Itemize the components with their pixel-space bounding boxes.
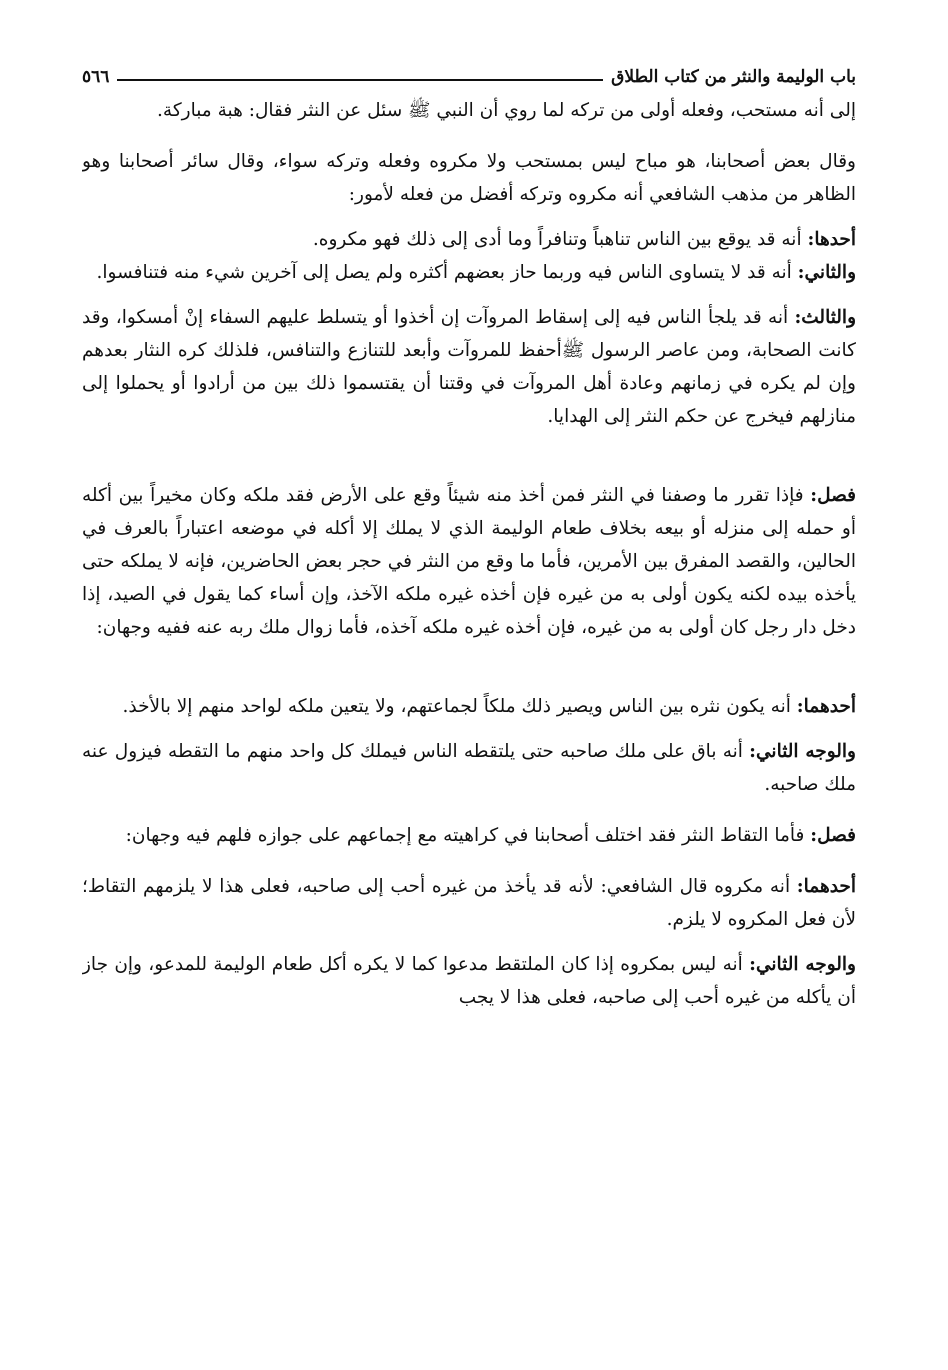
paragraph-7 <box>82 690 856 723</box>
paragraph-1 <box>82 94 856 127</box>
paragraph-text: أنه قد يلجأ الناس فيه إلى إسقاط المروآت إن أخذوا أو يتسلط عليهم السفاء إنْ أمسكوا، وقد كانت الصحابة، ومن عاصر الرسول ﷺأحفظ للمروآت وأبعد للتنازع والتنافس، فلذلك كره النثار بعدهم وإن لم يكره في زمانهم وعادة أهل المروآت في وقتنا أن يقتسموا ذلك بين من أرادوا أو يحملوا إلى منازلهم فيخرج عن حكم النثر إلى الهدايا. <box>82 307 856 427</box>
paragraph-text: أنه ليس بمكروه إذا كان الملتقط مدعوا كما لا يكره أكل طعام الوليمة للمدعو، وإن جاز أن يأكله من غيره أحب إلى صاحبه، فعلى هذا لا يجب <box>82 954 856 1008</box>
paragraph-text: أنه يكون نثره بين الناس ويصير ذلك ملكاً لجماعتهم، ولا يتعين ملكه لواحد منهم إلا بالأخذ. <box>122 696 797 717</box>
paragraph-text: فإذا تقرر ما وصفنا في النثر فمن أخذ منه شيئاً وقع على الأرض فقد ملكه وكان مخيراً بين أكله أو حمله إلى منزله أو بيعه بخلاف طعام الوليمة الذي لا يملك إلا أكله في موضعه اعتباراً بالعرف في الحالين، والقصد المفرق بين الأمرين، فأما ما وقع من النثر في حجر بعض الحاضرين، فإنه لا يملكه حتى يأخذه بيده لكنه يكون أولى به من غيره فإن أخذه غيره ملكه الآخذ، وإن أساء كما يقول في الصيد، إذا دخل دار رجل كان أولى به من غيره، فإن أخذه غيره ملكه آخذه، فأما زوال ملك ربه عنه ففيه وجهان: <box>82 485 856 638</box>
paragraph-lead: أحدها: <box>807 229 856 250</box>
paragraph-text: أنه مكروه قال الشافعي: لأنه قد يأخذ من غيره أحب إلى صاحبه، فعلى هذا لا يلزمهم التقاط؛ لأن فعل المكروه لا يلزم. <box>82 876 856 930</box>
paragraph-text: إلى أنه مستحب، وفعله أولى من تركه لما روي أن النبي ﷺ سئل عن النثر فقال: هبة مباركة. <box>157 100 856 121</box>
page-number: ٥٦٦ <box>82 67 110 87</box>
paragraph-4 <box>82 256 856 289</box>
paragraph-text: وقال بعض أصحابنا، هو مباح ليس بمستحب ولا مكروه وفعله وتركه سواء، وقال سائر أصحابنا وهو الظاهر من مذهب الشافعي أنه مكروه وتركه أفضل من فعله لأمور: <box>82 151 856 205</box>
paragraph-6 <box>82 479 856 644</box>
paragraph-2 <box>82 145 856 211</box>
paragraph-text: فأما التقاط النثر فقد اختلف أصحابنا في كراهيته مع إجماعهم على جوازه فلهم فيه وجهان: <box>125 825 811 846</box>
body-text <box>82 94 856 1014</box>
paragraph-11 <box>82 948 856 1014</box>
paragraph-text: أنه قد يوقع بين الناس تناهباً وتنافراً وما أدى إلى ذلك فهو مكروه. <box>312 229 808 250</box>
chapter-title: باب الوليمة والنثر من كتاب الطلاق <box>611 67 856 87</box>
paragraph-text: أنه قد لا يتساوى الناس فيه وربما حاز بعضهم أكثره ولم يصل إلى آخرين شيء منه فتنافسوا. <box>96 262 798 283</box>
paragraph-lead: أحدهما: <box>796 876 856 897</box>
paragraph-3 <box>82 223 856 256</box>
paragraph-10 <box>82 870 856 936</box>
paragraph-lead: والثاني: <box>797 262 856 283</box>
paragraph-lead: فصل: <box>810 825 856 846</box>
paragraph-8 <box>82 735 856 801</box>
paragraph-text: أنه باق على ملك صاحبه حتى يلتقطه الناس فيملك كل واحد منهم ما التقطه فيزول عنه ملك صاحبه. <box>82 741 856 795</box>
paragraph-lead: والوجه الثاني: <box>749 741 856 762</box>
header-rule <box>117 79 603 81</box>
paragraph-5 <box>82 301 856 433</box>
paragraph-lead: والوجه الثاني: <box>749 954 856 975</box>
paragraph-9 <box>82 819 856 852</box>
book-page <box>82 60 856 1300</box>
paragraph-lead: فصل: <box>810 485 856 506</box>
paragraph-lead: أحدهما: <box>796 696 856 717</box>
running-header <box>82 60 856 94</box>
paragraph-lead: والثالث: <box>794 307 856 328</box>
